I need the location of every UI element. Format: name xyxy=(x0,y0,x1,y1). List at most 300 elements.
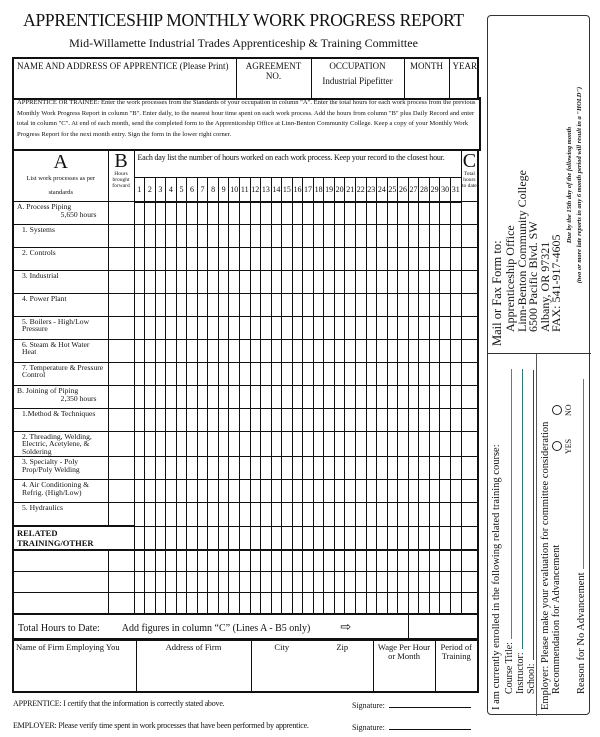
day-cell[interactable] xyxy=(166,317,177,340)
day-cell[interactable] xyxy=(134,526,145,550)
day-cell[interactable] xyxy=(155,550,166,572)
day-cell[interactable] xyxy=(419,572,430,593)
day-cell[interactable] xyxy=(345,457,356,480)
day-cell[interactable] xyxy=(218,526,229,550)
day-cell[interactable] xyxy=(324,572,335,593)
day-cell[interactable] xyxy=(271,480,282,503)
day-cell[interactable] xyxy=(145,317,156,340)
day-cell[interactable] xyxy=(440,409,451,432)
day-cell[interactable] xyxy=(345,432,356,457)
day-cell[interactable] xyxy=(145,386,156,409)
day-cell[interactable] xyxy=(440,457,451,480)
day-cell[interactable] xyxy=(303,248,314,271)
day-cell[interactable] xyxy=(334,550,345,572)
day-cell[interactable] xyxy=(429,409,440,432)
day-cell[interactable] xyxy=(239,294,250,317)
day-cell[interactable] xyxy=(292,294,303,317)
day-cell[interactable] xyxy=(398,340,409,363)
day-cell[interactable] xyxy=(334,317,345,340)
day-cell[interactable] xyxy=(145,457,156,480)
day-cell[interactable] xyxy=(218,503,229,527)
day-cell[interactable] xyxy=(229,317,240,340)
day-cell[interactable] xyxy=(250,526,261,550)
day-cell[interactable] xyxy=(366,340,377,363)
day-cell[interactable] xyxy=(261,386,272,409)
day-cell[interactable] xyxy=(398,432,409,457)
day-cell[interactable] xyxy=(303,294,314,317)
day-cell[interactable] xyxy=(282,248,293,271)
day-cell[interactable] xyxy=(261,480,272,503)
day-cell[interactable] xyxy=(429,363,440,386)
day-cell[interactable] xyxy=(176,225,187,248)
day-cell[interactable] xyxy=(271,593,282,615)
day-cell[interactable] xyxy=(145,593,156,615)
city-field[interactable] xyxy=(251,641,312,693)
day-cell[interactable] xyxy=(208,503,219,527)
other-label-cell[interactable] xyxy=(13,550,108,572)
day-cell[interactable] xyxy=(208,457,219,480)
day-cell[interactable] xyxy=(377,409,388,432)
day-cell[interactable] xyxy=(387,294,398,317)
day-cell[interactable] xyxy=(398,457,409,480)
total-cell[interactable] xyxy=(461,409,478,432)
day-cell[interactable] xyxy=(218,550,229,572)
day-cell[interactable] xyxy=(345,202,356,225)
day-cell[interactable] xyxy=(355,593,366,615)
day-cell[interactable] xyxy=(208,526,219,550)
day-cell[interactable] xyxy=(334,340,345,363)
day-cell[interactable] xyxy=(197,248,208,271)
day-cell[interactable] xyxy=(387,386,398,409)
total-cell[interactable] xyxy=(461,248,478,271)
day-cell[interactable] xyxy=(398,480,409,503)
name-address-field[interactable] xyxy=(13,58,236,99)
day-cell[interactable] xyxy=(134,294,145,317)
day-cell[interactable] xyxy=(324,386,335,409)
day-cell[interactable] xyxy=(271,294,282,317)
day-cell[interactable] xyxy=(271,432,282,457)
day-cell[interactable] xyxy=(303,202,314,225)
day-cell[interactable] xyxy=(261,593,272,615)
total-cell[interactable] xyxy=(461,526,478,550)
day-cell[interactable] xyxy=(419,248,430,271)
day-cell[interactable] xyxy=(324,503,335,527)
day-cell[interactable] xyxy=(218,317,229,340)
day-cell[interactable] xyxy=(366,248,377,271)
day-cell[interactable] xyxy=(261,526,272,550)
day-cell[interactable] xyxy=(377,593,388,615)
day-cell[interactable] xyxy=(334,409,345,432)
day-cell[interactable] xyxy=(292,593,303,615)
day-cell[interactable] xyxy=(355,432,366,457)
day-cell[interactable] xyxy=(450,503,461,527)
day-cell[interactable] xyxy=(250,386,261,409)
day-cell[interactable] xyxy=(334,294,345,317)
total-cell[interactable] xyxy=(461,593,478,615)
day-cell[interactable] xyxy=(324,294,335,317)
signature-line[interactable] xyxy=(389,699,471,708)
agreement-field[interactable] xyxy=(236,58,311,99)
day-cell[interactable] xyxy=(345,317,356,340)
day-cell[interactable] xyxy=(134,202,145,225)
day-cell[interactable] xyxy=(408,593,419,615)
day-cell[interactable] xyxy=(440,480,451,503)
day-cell[interactable] xyxy=(419,340,430,363)
day-cell[interactable] xyxy=(324,225,335,248)
day-cell[interactable] xyxy=(366,363,377,386)
day-cell[interactable] xyxy=(313,593,324,615)
day-cell[interactable] xyxy=(345,248,356,271)
day-cell[interactable] xyxy=(419,317,430,340)
day-cell[interactable] xyxy=(166,340,177,363)
day-cell[interactable] xyxy=(134,409,145,432)
day-cell[interactable] xyxy=(419,593,430,615)
day-cell[interactable] xyxy=(450,526,461,550)
day-cell[interactable] xyxy=(197,317,208,340)
day-cell[interactable] xyxy=(429,340,440,363)
day-cell[interactable] xyxy=(303,480,314,503)
day-cell[interactable] xyxy=(324,317,335,340)
day-cell[interactable] xyxy=(282,409,293,432)
no-radio[interactable] xyxy=(552,405,562,415)
day-cell[interactable] xyxy=(450,572,461,593)
day-cell[interactable] xyxy=(313,409,324,432)
day-cell[interactable] xyxy=(292,386,303,409)
day-cell[interactable] xyxy=(229,386,240,409)
day-cell[interactable] xyxy=(239,386,250,409)
day-cell[interactable] xyxy=(208,363,219,386)
day-cell[interactable] xyxy=(408,572,419,593)
day-cell[interactable] xyxy=(187,409,198,432)
day-cell[interactable] xyxy=(366,225,377,248)
day-cell[interactable] xyxy=(145,572,156,593)
day-cell[interactable] xyxy=(155,593,166,615)
day-cell[interactable] xyxy=(218,572,229,593)
day-cell[interactable] xyxy=(334,503,345,527)
day-cell[interactable] xyxy=(134,593,145,615)
day-cell[interactable] xyxy=(250,271,261,294)
day-cell[interactable] xyxy=(187,294,198,317)
day-cell[interactable] xyxy=(187,363,198,386)
day-cell[interactable] xyxy=(303,317,314,340)
day-cell[interactable] xyxy=(282,202,293,225)
day-cell[interactable] xyxy=(176,248,187,271)
day-cell[interactable] xyxy=(387,271,398,294)
day-cell[interactable] xyxy=(271,317,282,340)
day-cell[interactable] xyxy=(324,363,335,386)
day-cell[interactable] xyxy=(292,225,303,248)
day-cell[interactable] xyxy=(355,386,366,409)
day-cell[interactable] xyxy=(271,457,282,480)
zip-field[interactable] xyxy=(312,641,373,693)
day-cell[interactable] xyxy=(218,271,229,294)
day-cell[interactable] xyxy=(197,225,208,248)
day-cell[interactable] xyxy=(334,363,345,386)
day-cell[interactable] xyxy=(355,550,366,572)
period-field[interactable] xyxy=(435,641,478,693)
day-cell[interactable] xyxy=(313,386,324,409)
day-cell[interactable] xyxy=(208,340,219,363)
day-cell[interactable] xyxy=(313,503,324,527)
day-cell[interactable] xyxy=(355,363,366,386)
day-cell[interactable] xyxy=(187,248,198,271)
day-cell[interactable] xyxy=(398,409,409,432)
total-cell[interactable] xyxy=(461,550,478,572)
day-cell[interactable] xyxy=(145,503,156,527)
day-cell[interactable] xyxy=(292,550,303,572)
day-cell[interactable] xyxy=(282,457,293,480)
day-cell[interactable] xyxy=(145,480,156,503)
day-cell[interactable] xyxy=(355,225,366,248)
day-cell[interactable] xyxy=(239,480,250,503)
day-cell[interactable] xyxy=(229,526,240,550)
day-cell[interactable] xyxy=(398,526,409,550)
day-cell[interactable] xyxy=(292,526,303,550)
day-cell[interactable] xyxy=(408,317,419,340)
day-cell[interactable] xyxy=(334,526,345,550)
day-cell[interactable] xyxy=(134,480,145,503)
other-label-cell[interactable] xyxy=(13,572,108,593)
day-cell[interactable] xyxy=(419,409,430,432)
day-cell[interactable] xyxy=(377,271,388,294)
day-cell[interactable] xyxy=(261,572,272,593)
day-cell[interactable] xyxy=(377,480,388,503)
day-cell[interactable] xyxy=(176,550,187,572)
day-cell[interactable] xyxy=(271,409,282,432)
day-cell[interactable] xyxy=(282,480,293,503)
day-cell[interactable] xyxy=(440,503,451,527)
day-cell[interactable] xyxy=(134,457,145,480)
total-cell[interactable] xyxy=(461,457,478,480)
day-cell[interactable] xyxy=(282,503,293,527)
day-cell[interactable] xyxy=(197,386,208,409)
day-cell[interactable] xyxy=(250,572,261,593)
day-cell[interactable] xyxy=(282,526,293,550)
day-cell[interactable] xyxy=(282,550,293,572)
day-cell[interactable] xyxy=(366,550,377,572)
day-cell[interactable] xyxy=(324,202,335,225)
day-cell[interactable] xyxy=(303,271,314,294)
day-cell[interactable] xyxy=(250,480,261,503)
day-cell[interactable] xyxy=(440,363,451,386)
day-cell[interactable] xyxy=(313,363,324,386)
day-cell[interactable] xyxy=(218,386,229,409)
day-cell[interactable] xyxy=(166,550,177,572)
day-cell[interactable] xyxy=(239,340,250,363)
day-cell[interactable] xyxy=(366,526,377,550)
apprentice-signature[interactable] xyxy=(352,699,471,710)
day-cell[interactable] xyxy=(334,457,345,480)
day-cell[interactable] xyxy=(303,386,314,409)
day-cell[interactable] xyxy=(450,225,461,248)
yes-radio[interactable] xyxy=(552,441,562,451)
day-cell[interactable] xyxy=(450,432,461,457)
day-cell[interactable] xyxy=(271,386,282,409)
day-cell[interactable] xyxy=(303,340,314,363)
day-cell[interactable] xyxy=(387,340,398,363)
day-cell[interactable] xyxy=(419,457,430,480)
day-cell[interactable] xyxy=(134,386,145,409)
day-cell[interactable] xyxy=(408,340,419,363)
day-cell[interactable] xyxy=(187,593,198,615)
day-cell[interactable] xyxy=(440,386,451,409)
day-cell[interactable] xyxy=(429,317,440,340)
day-cell[interactable] xyxy=(282,225,293,248)
day-cell[interactable] xyxy=(197,480,208,503)
day-cell[interactable] xyxy=(398,386,409,409)
day-cell[interactable] xyxy=(345,340,356,363)
day-cell[interactable] xyxy=(440,248,451,271)
day-cell[interactable] xyxy=(208,225,219,248)
day-cell[interactable] xyxy=(197,409,208,432)
day-cell[interactable] xyxy=(355,248,366,271)
day-cell[interactable] xyxy=(292,317,303,340)
day-cell[interactable] xyxy=(166,480,177,503)
day-cell[interactable] xyxy=(450,550,461,572)
day-cell[interactable] xyxy=(197,294,208,317)
day-cell[interactable] xyxy=(450,386,461,409)
day-cell[interactable] xyxy=(334,386,345,409)
day-cell[interactable] xyxy=(145,340,156,363)
day-cell[interactable] xyxy=(450,409,461,432)
day-cell[interactable] xyxy=(187,271,198,294)
day-cell[interactable] xyxy=(271,225,282,248)
day-cell[interactable] xyxy=(134,248,145,271)
day-cell[interactable] xyxy=(239,503,250,527)
day-cell[interactable] xyxy=(282,317,293,340)
day-cell[interactable] xyxy=(366,202,377,225)
day-cell[interactable] xyxy=(155,432,166,457)
day-cell[interactable] xyxy=(261,202,272,225)
day-cell[interactable] xyxy=(377,225,388,248)
total-cell[interactable] xyxy=(461,317,478,340)
day-cell[interactable] xyxy=(429,432,440,457)
day-cell[interactable] xyxy=(324,480,335,503)
day-cell[interactable] xyxy=(208,409,219,432)
day-cell[interactable] xyxy=(208,593,219,615)
hours-brought-forward-cell[interactable] xyxy=(108,363,134,386)
day-cell[interactable] xyxy=(155,271,166,294)
day-cell[interactable] xyxy=(408,386,419,409)
day-cell[interactable] xyxy=(440,526,451,550)
day-cell[interactable] xyxy=(292,271,303,294)
day-cell[interactable] xyxy=(229,271,240,294)
day-cell[interactable] xyxy=(313,550,324,572)
day-cell[interactable] xyxy=(377,432,388,457)
school-field[interactable] xyxy=(525,370,537,694)
day-cell[interactable] xyxy=(419,480,430,503)
day-cell[interactable] xyxy=(250,294,261,317)
day-cell[interactable] xyxy=(292,202,303,225)
day-cell[interactable] xyxy=(429,294,440,317)
day-cell[interactable] xyxy=(187,480,198,503)
day-cell[interactable] xyxy=(292,432,303,457)
day-cell[interactable] xyxy=(440,432,451,457)
day-cell[interactable] xyxy=(408,363,419,386)
day-cell[interactable] xyxy=(176,432,187,457)
day-cell[interactable] xyxy=(229,202,240,225)
day-cell[interactable] xyxy=(334,202,345,225)
day-cell[interactable] xyxy=(324,526,335,550)
day-cell[interactable] xyxy=(292,457,303,480)
day-cell[interactable] xyxy=(166,572,177,593)
day-cell[interactable] xyxy=(197,526,208,550)
day-cell[interactable] xyxy=(387,409,398,432)
day-cell[interactable] xyxy=(450,248,461,271)
hours-brought-forward-cell[interactable] xyxy=(108,480,134,503)
day-cell[interactable] xyxy=(155,386,166,409)
day-cell[interactable] xyxy=(355,294,366,317)
day-cell[interactable] xyxy=(166,225,177,248)
day-cell[interactable] xyxy=(261,457,272,480)
hours-brought-forward-cell[interactable] xyxy=(108,386,134,409)
day-cell[interactable] xyxy=(197,432,208,457)
day-cell[interactable] xyxy=(450,340,461,363)
day-cell[interactable] xyxy=(239,363,250,386)
day-cell[interactable] xyxy=(239,593,250,615)
day-cell[interactable] xyxy=(345,225,356,248)
day-cell[interactable] xyxy=(345,550,356,572)
day-cell[interactable] xyxy=(345,409,356,432)
total-cell[interactable] xyxy=(461,294,478,317)
day-cell[interactable] xyxy=(229,409,240,432)
day-cell[interactable] xyxy=(208,248,219,271)
day-cell[interactable] xyxy=(355,340,366,363)
reason-field[interactable] xyxy=(575,379,587,694)
day-cell[interactable] xyxy=(208,550,219,572)
day-cell[interactable] xyxy=(387,363,398,386)
day-cell[interactable] xyxy=(176,294,187,317)
day-cell[interactable] xyxy=(176,317,187,340)
day-cell[interactable] xyxy=(239,248,250,271)
day-cell[interactable] xyxy=(187,317,198,340)
day-cell[interactable] xyxy=(387,248,398,271)
day-cell[interactable] xyxy=(303,409,314,432)
day-cell[interactable] xyxy=(377,317,388,340)
day-cell[interactable] xyxy=(387,432,398,457)
day-cell[interactable] xyxy=(176,526,187,550)
day-cell[interactable] xyxy=(398,271,409,294)
day-cell[interactable] xyxy=(197,550,208,572)
day-cell[interactable] xyxy=(440,294,451,317)
hours-brought-forward-cell[interactable] xyxy=(108,457,134,480)
hours-brought-forward-cell[interactable] xyxy=(108,225,134,248)
day-cell[interactable] xyxy=(134,432,145,457)
day-cell[interactable] xyxy=(271,526,282,550)
day-cell[interactable] xyxy=(282,340,293,363)
day-cell[interactable] xyxy=(429,457,440,480)
day-cell[interactable] xyxy=(134,317,145,340)
day-cell[interactable] xyxy=(166,526,177,550)
day-cell[interactable] xyxy=(303,593,314,615)
day-cell[interactable] xyxy=(398,572,409,593)
day-cell[interactable] xyxy=(387,457,398,480)
day-cell[interactable] xyxy=(324,248,335,271)
day-cell[interactable] xyxy=(261,550,272,572)
hours-brought-forward-cell[interactable] xyxy=(108,271,134,294)
day-cell[interactable] xyxy=(355,457,366,480)
day-cell[interactable] xyxy=(408,526,419,550)
day-cell[interactable] xyxy=(239,572,250,593)
day-cell[interactable] xyxy=(176,409,187,432)
day-cell[interactable] xyxy=(429,202,440,225)
day-cell[interactable] xyxy=(218,480,229,503)
day-cell[interactable] xyxy=(145,271,156,294)
day-cell[interactable] xyxy=(218,225,229,248)
day-cell[interactable] xyxy=(271,248,282,271)
wage-field[interactable] xyxy=(373,641,435,693)
day-cell[interactable] xyxy=(450,202,461,225)
